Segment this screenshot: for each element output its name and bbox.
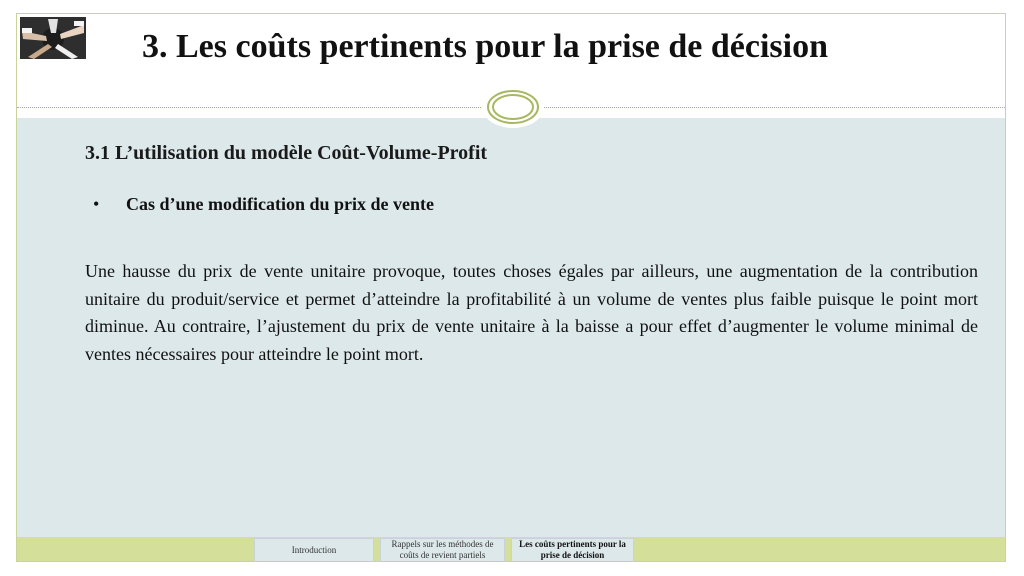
nav-tab-rappels[interactable]: Rappels sur les méthodes de coûts de revient partiels (380, 538, 505, 562)
body-paragraph: Une hausse du prix de vente unitaire provoque, toutes choses égales par ailleurs, une augmentation de la contribution unitaire du produit/service et permet d’atteindre la profitabilité à un volume de ventes plus faible puisque le point mort diminue. Au contraire, l’ajustement du prix de vente unitaire à la baisse a pour effet d’augmenter le volume minimal de ventes nécessaires pour atteindre le point mort. (85, 261, 978, 364)
hands-circle-logo-icon (20, 17, 86, 59)
slide-title: 3. Les coûts pertinents pour la prise de décision (142, 28, 829, 65)
section-subtitle: 3.1 L’utilisation du modèle Coût-Volume-Profit (85, 142, 488, 164)
slide-content (17, 118, 1005, 537)
bullet-text: Cas d’une modification du prix de vente (126, 194, 435, 214)
nav-tab-couts-pertinents[interactable]: Les coûts pertinents pour la prise de décision (511, 538, 634, 562)
bullet-item (93, 194, 434, 215)
slide-frame (16, 13, 1006, 562)
bullet-dot-icon: • (93, 194, 100, 214)
nav-tab-introduction[interactable]: Introduction (254, 538, 374, 562)
footer-nav-bar (17, 537, 1005, 562)
double-ring-ornament-icon (480, 84, 546, 130)
